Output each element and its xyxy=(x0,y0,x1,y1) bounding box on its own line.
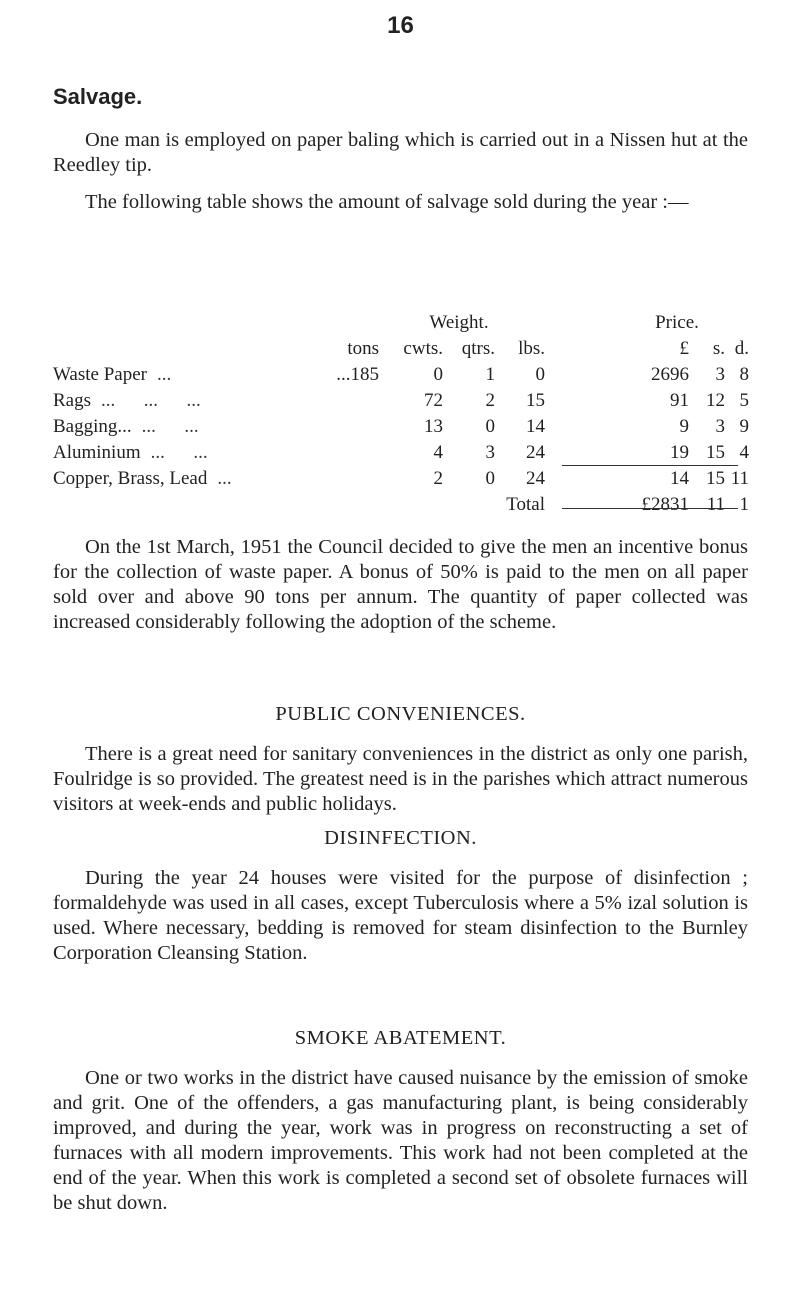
tons-cell xyxy=(333,388,379,414)
total-rule-top xyxy=(562,465,738,466)
bonus-paragraph: On the 1st March, 1951 the Council decided to give the men an incentive bonus for the collection of waste paper. A bonus of 50% is paid to the men on all paper sold over and above 90 tons per annum. The quantity of paper collected was increased considerably following the adoption of the scheme. xyxy=(53,536,748,633)
item-name: Waste Paper xyxy=(53,364,147,385)
item-name-cell xyxy=(53,440,333,466)
lbs-cell: 24 xyxy=(526,442,545,463)
col-pence: d. xyxy=(734,338,749,359)
lbs-cell: 15 xyxy=(526,390,545,411)
pence-cell: 11 xyxy=(730,468,749,489)
dot-leader: ... xyxy=(217,468,232,489)
lbs-cell: 14 xyxy=(526,416,545,437)
salvage-table-intro-paragraph: The following table shows the amount of salvage sold during the year :— xyxy=(85,191,689,213)
salvage-intro-paragraph: One man is employed on paper baling which is carried out in a Nissen hut at the Reedley tip. xyxy=(53,129,748,176)
shillings-cell: 15 xyxy=(706,442,725,463)
pounds-cell: 91 xyxy=(670,390,689,411)
pounds-cell: 9 xyxy=(679,416,689,437)
price-group-header: Price. xyxy=(655,312,699,333)
cwts-cell: 72 xyxy=(424,390,443,411)
public-conveniences-paragraph: There is a great need for sanitary conveniences in the district as only one parish, Foulridge is so provided. The greatest need is in the parishes which attract numerous visitors at week-ends and public holidays. xyxy=(53,743,748,815)
item-name-cell xyxy=(53,414,333,440)
col-shillings: s. xyxy=(712,338,725,359)
item-name: Bagging... xyxy=(53,416,132,437)
qtrs-cell: 0 xyxy=(485,416,495,437)
col-tons: tons xyxy=(347,338,379,359)
total-shillings: 11 xyxy=(706,494,725,515)
table-units-row xyxy=(53,336,749,362)
col-pounds: £ xyxy=(679,338,689,359)
pounds-cell: 2696 xyxy=(651,364,689,385)
public-conveniences-heading: PUBLIC CONVENIENCES. xyxy=(275,703,526,725)
qtrs-cell: 0 xyxy=(485,468,495,489)
lbs-cell: 24 xyxy=(526,468,545,489)
item-name: Copper, Brass, Lead xyxy=(53,468,208,489)
item-name-cell xyxy=(53,466,333,492)
cwts-cell: 0 xyxy=(433,364,443,385)
table-row xyxy=(53,466,749,492)
disinfection-heading: DISINFECTION. xyxy=(324,827,477,849)
item-name-cell xyxy=(53,362,333,388)
page-number: 16 xyxy=(387,12,414,39)
total-label: Total xyxy=(506,494,545,515)
smoke-abatement-heading: SMOKE ABATEMENT. xyxy=(294,1027,507,1049)
pence-cell: 8 xyxy=(739,364,749,385)
cwts-cell: 13 xyxy=(424,416,443,437)
total-pounds: £2831 xyxy=(641,494,689,515)
tons-cell: ...185 xyxy=(336,364,379,385)
item-name: Rags xyxy=(53,390,91,411)
salvage-heading: Salvage. xyxy=(53,84,143,109)
shillings-cell: 12 xyxy=(706,390,725,411)
table-row xyxy=(53,362,749,388)
shillings-cell: 3 xyxy=(715,364,725,385)
table-group-header-row xyxy=(53,310,749,336)
pence-cell: 5 xyxy=(739,390,749,411)
table-row xyxy=(53,388,749,414)
dot-leader: ... ... xyxy=(150,442,208,463)
total-rule-bottom xyxy=(562,508,738,509)
tons-cell xyxy=(333,466,379,492)
smoke-abatement-paragraph: One or two works in the district have caused nuisance by the emission of smoke and grit. One of the offenders, a gas manufacturing plant, is being considerably improved, and during the year, work was in progress on reconstructing a set of furnaces with all modern improvements. This work had not been completed at the end of the year. When this work is completed a second set of obsolete furnaces will be shut down. xyxy=(53,1067,748,1214)
cwts-cell: 4 xyxy=(433,442,443,463)
qtrs-cell: 1 xyxy=(485,364,495,385)
weight-group-header: Weight. xyxy=(429,312,489,333)
col-cwts: cwts. xyxy=(403,338,443,359)
pence-cell: 9 xyxy=(739,416,749,437)
qtrs-cell: 3 xyxy=(485,442,495,463)
shillings-cell: 3 xyxy=(715,416,725,437)
col-qtrs: qtrs. xyxy=(461,338,495,359)
shillings-cell: 15 xyxy=(706,468,725,489)
pounds-cell: 14 xyxy=(670,468,689,489)
cwts-cell: 2 xyxy=(433,468,443,489)
dot-leader: ... xyxy=(156,364,172,385)
dot-leader: ... ... xyxy=(141,416,199,437)
item-name-cell xyxy=(53,388,333,414)
total-row xyxy=(53,492,749,518)
dot-leader: ... ... ... xyxy=(101,390,201,411)
item-name: Aluminium xyxy=(53,442,141,463)
pounds-cell: 19 xyxy=(670,442,689,463)
tons-cell xyxy=(333,440,379,466)
table-row xyxy=(53,414,749,440)
col-lbs: lbs. xyxy=(518,338,545,359)
table-row xyxy=(53,440,749,466)
tons-cell xyxy=(333,414,379,440)
qtrs-cell: 2 xyxy=(485,390,495,411)
pence-cell: 4 xyxy=(739,442,749,463)
disinfection-paragraph: During the year 24 houses were visited for the purpose of disinfection ; formaldehyde was used in all cases, except Tuberculosis where a 5% izal solution is used. Where necessary, bedding is removed for steam disinfection to the Burnley Corporation Cleansing Station. xyxy=(53,867,748,964)
lbs-cell: 0 xyxy=(535,364,545,385)
salvage-table xyxy=(53,310,749,518)
total-pence: 1 xyxy=(739,494,749,515)
